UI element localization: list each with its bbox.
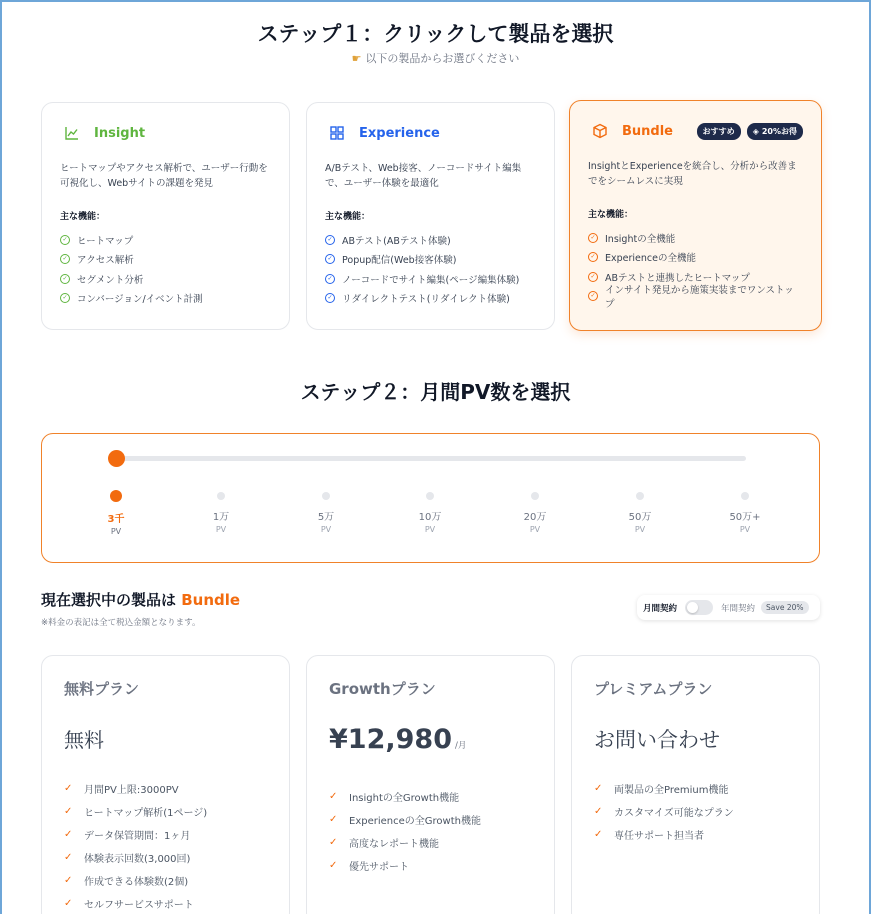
- plan-feature: ✓ 両製品の全Premium機能: [594, 783, 729, 796]
- features-heading: 主な機能：: [325, 212, 371, 222]
- check-circle-icon: ✓: [60, 293, 70, 303]
- plan-feature: ✓ カスタマイズ可能なプラン: [594, 806, 734, 819]
- feature-label: ノーコードでサイト編集(ページ編集体験): [342, 274, 520, 286]
- plan-feature: ✓ セルフサービスサポート: [64, 898, 194, 911]
- step1-title: ステップ１：クリックして製品を選択: [257, 22, 614, 46]
- feature-item: [325, 250, 536, 270]
- check-icon: ✓: [64, 806, 73, 817]
- plan-name: プレミアムプラン: [594, 680, 713, 698]
- pv-tick-100k[interactable]: 10万 PV: [400, 492, 460, 534]
- check-circle-icon: ✓: [60, 274, 70, 284]
- selected-product-name: Bundle: [181, 591, 241, 609]
- check-circle-icon: ✓: [588, 233, 598, 243]
- pv-tick-500k-plus[interactable]: 50万+ PV: [715, 492, 775, 534]
- step1-subtitle-text: 以下の製品からお選びください: [365, 52, 520, 65]
- feature-label: Experienceの全機能: [605, 253, 696, 265]
- pv-tick-200k[interactable]: 20万 PV: [505, 492, 565, 534]
- feature-label: アクセス解析: [77, 255, 134, 267]
- check-icon: ✓: [64, 898, 73, 909]
- plan-feature: ✓ データ保管期間：1ヶ月: [64, 829, 191, 842]
- selected-product-heading: [41, 589, 240, 610]
- step2-title: ステップ２：月間PV数を選択: [300, 380, 571, 404]
- check-circle-icon: ✓: [325, 293, 335, 303]
- check-icon: ✓: [64, 852, 73, 863]
- billing-toggle[interactable]: [685, 600, 713, 615]
- pv-tick-500k[interactable]: 50万 PV: [610, 492, 670, 534]
- features-heading: 主な機能：: [60, 212, 106, 222]
- check-icon: ✓: [594, 783, 603, 794]
- pv-tick-3k[interactable]: 3千 PV: [86, 492, 146, 536]
- pv-tick-50k[interactable]: 5万 PV: [296, 492, 356, 534]
- plan-card-growth[interactable]: [306, 655, 555, 914]
- discount-badge: ◈ 20%お得: [747, 123, 803, 140]
- yearly-label[interactable]: 年間契約: [721, 603, 756, 614]
- feature-item: [60, 289, 271, 309]
- check-icon: ✓: [329, 837, 338, 848]
- feature-item: [325, 289, 536, 309]
- feature-item: [588, 228, 803, 248]
- pv-slider-track[interactable]: [116, 456, 746, 461]
- save-badge: Save 20%: [761, 601, 808, 614]
- tag-icon: ◈: [752, 126, 759, 136]
- plan-feature: ✓ 月間PV上限:3000PV: [64, 783, 179, 796]
- plan-feature: ✓ 高度なレポート機能: [329, 837, 439, 850]
- plan-name: 無料プラン: [64, 680, 140, 698]
- plan-card-free[interactable]: [41, 655, 290, 914]
- features-heading: 主な機能：: [588, 210, 634, 220]
- monthly-label[interactable]: 月間契約: [643, 603, 678, 614]
- product-description: InsightとExperienceを統合し、分析から改善までをシームレスに実現: [588, 161, 797, 187]
- feature-label: セグメント分析: [77, 274, 144, 286]
- check-icon: ✓: [329, 814, 338, 825]
- plan-card-premium[interactable]: [571, 655, 820, 914]
- line-chart-icon: [60, 121, 84, 145]
- check-icon: ✓: [329, 860, 338, 871]
- feature-label: Popup配信(Web接客体験): [342, 255, 457, 267]
- feature-item: [588, 248, 803, 268]
- plan-feature: ✓ Experienceの全Growth機能: [329, 814, 481, 827]
- billing-toggle-group: [637, 595, 820, 620]
- feature-item: [325, 269, 536, 289]
- product-description: ヒートマップやアクセス解析で、ユーザー行動を可視化し、Webサイトの課題を発見: [60, 163, 268, 189]
- feature-item: [60, 269, 271, 289]
- pointing-hand-icon: ☛: [351, 52, 362, 65]
- product-name: Bundle: [622, 123, 673, 139]
- selected-prefix: 現在選択中の製品は: [41, 591, 177, 609]
- check-icon: ✓: [64, 783, 73, 794]
- product-card-insight[interactable]: [41, 102, 290, 330]
- plan-feature: ✓ 優先サポート: [329, 860, 409, 873]
- box-icon: [588, 119, 612, 143]
- feature-item: [60, 230, 271, 250]
- pv-tick-10k[interactable]: 1万 PV: [191, 492, 251, 534]
- check-circle-icon: ✓: [588, 272, 598, 282]
- check-icon: ✓: [594, 806, 603, 817]
- pv-slider-thumb[interactable]: [108, 450, 125, 467]
- product-description: A/Bテスト、Web接客、ノーコードサイト編集で、ユーザー体験を最適化: [325, 163, 522, 189]
- feature-label: Insightの全機能: [605, 233, 676, 245]
- plan-feature: ✓ Insightの全Growth機能: [329, 791, 460, 804]
- check-circle-icon: ✓: [588, 252, 598, 262]
- feature-label: ABテストと連携したヒートマップ: [605, 272, 750, 284]
- check-circle-icon: ✓: [325, 254, 335, 264]
- plan-feature: ✓ ヒートマップ解析(1ページ): [64, 806, 208, 819]
- grid-icon: [325, 121, 349, 145]
- product-card-experience[interactable]: [306, 102, 555, 330]
- plan-feature: ✓ 作成できる体験数(2個): [64, 875, 189, 888]
- check-circle-icon: ✓: [325, 274, 335, 284]
- feature-label: リダイレクトテスト(リダイレクト体験): [342, 294, 510, 306]
- plan-price: ¥12,980 /月: [329, 724, 467, 755]
- plan-name: Growthプラン: [329, 680, 436, 698]
- plan-price: 無料: [64, 728, 104, 752]
- check-icon: ✓: [329, 791, 338, 802]
- step1-subtitle: [0, 50, 871, 66]
- feature-label: ABテスト(ABテスト体験): [342, 235, 451, 247]
- product-name: Experience: [359, 125, 440, 141]
- product-card-bundle[interactable]: [569, 100, 822, 331]
- check-circle-icon: ✓: [60, 235, 70, 245]
- check-icon: ✓: [64, 829, 73, 840]
- check-circle-icon: ✓: [325, 235, 335, 245]
- feature-label: インサイト発見から施策実装までワンストップ: [604, 285, 794, 311]
- check-icon: ✓: [64, 875, 73, 886]
- check-icon: ✓: [594, 829, 603, 840]
- pv-slider-panel: [41, 433, 820, 563]
- feature-item: [60, 250, 271, 270]
- tax-note: ※料金の表記は全て税込金額となります。: [41, 618, 201, 628]
- plan-feature: ✓ 体験表示回数(3,000回): [64, 852, 191, 865]
- feature-label: コンバージョン/イベント計測: [77, 294, 203, 306]
- check-circle-icon: ✓: [588, 291, 598, 301]
- check-circle-icon: ✓: [60, 254, 70, 264]
- product-name: Insight: [94, 125, 146, 141]
- recommended-badge: おすすめ: [697, 123, 741, 140]
- plan-price: お問い合わせ: [594, 728, 720, 752]
- feature-item: [588, 285, 803, 311]
- feature-item: [325, 230, 536, 250]
- plan-feature: ✓ 専任サポート担当者: [594, 829, 704, 842]
- feature-label: ヒートマップ: [77, 235, 134, 247]
